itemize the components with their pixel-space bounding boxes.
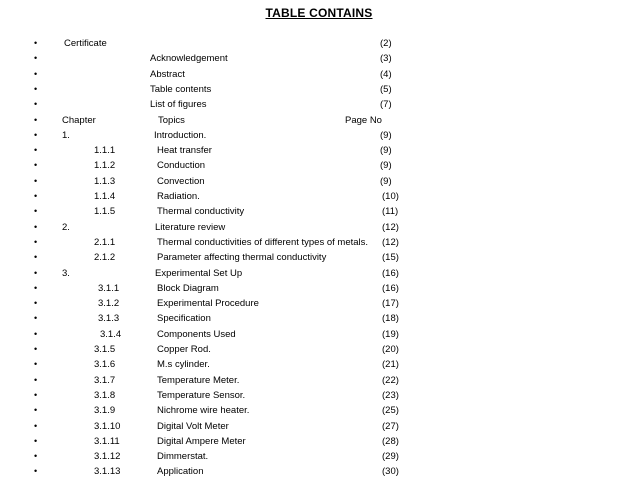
toc-number: 3.1.8 — [94, 389, 116, 401]
toc-number: 3.1.2 — [98, 298, 120, 310]
toc-topic: Experimental Procedure — [157, 298, 259, 310]
toc-chapter: 3. — [62, 267, 70, 279]
bullet-icon: • — [34, 129, 38, 140]
toc-page: (18) — [382, 313, 399, 325]
toc-row — [0, 220, 638, 235]
toc-number: 3.1.1 — [98, 282, 120, 294]
toc-chapter: 2. — [62, 221, 70, 233]
toc-row — [0, 174, 638, 189]
toc-topic: Acknowledgement — [150, 53, 228, 65]
toc-topic: Thermal conductivity — [157, 206, 245, 218]
toc-topic: Literature review — [155, 221, 226, 233]
toc-chapter: 1. — [62, 129, 70, 141]
toc-page: (22) — [382, 374, 399, 386]
toc-row — [0, 250, 638, 265]
toc-row — [0, 204, 638, 219]
bullet-icon: • — [34, 160, 38, 171]
bullet-icon: • — [34, 405, 38, 416]
toc-page: (28) — [382, 435, 399, 447]
toc-row — [0, 281, 638, 296]
toc-page: (9) — [380, 160, 392, 172]
toc-topic: Topics — [158, 114, 185, 126]
toc-row — [0, 113, 638, 128]
toc-number: 1.1.3 — [94, 175, 116, 187]
bullet-icon: • — [34, 145, 38, 156]
toc-number: 3.1.4 — [100, 328, 122, 340]
toc-row — [0, 97, 638, 112]
bullet-icon: • — [34, 359, 38, 370]
bullet-icon: • — [34, 206, 38, 217]
bullet-icon: • — [34, 53, 38, 64]
bullet-icon: • — [34, 83, 38, 94]
toc-row — [0, 128, 638, 143]
toc-number: 1.1.5 — [94, 206, 116, 218]
toc-topic: Components Used — [157, 328, 236, 340]
toc-page: (10) — [382, 191, 399, 202]
toc-topic: List of figures — [150, 99, 207, 111]
toc-row — [0, 342, 638, 357]
toc-row — [0, 296, 638, 311]
toc-topic: Block Diagram — [157, 282, 219, 294]
toc-topic: Convection — [157, 175, 205, 187]
toc-number: 3.1.10 — [94, 420, 121, 432]
toc-page: (9) — [380, 145, 392, 157]
bullet-icon: • — [34, 420, 38, 431]
toc-page: (16) — [382, 267, 399, 279]
toc-number: 1.1.1 — [94, 145, 116, 157]
bullet-icon: • — [34, 68, 38, 79]
toc-page: (15) — [382, 252, 399, 264]
toc-page: (11) — [382, 206, 399, 218]
toc-page: (21) — [382, 359, 399, 371]
bullet-icon: • — [34, 191, 38, 201]
toc-page: (23) — [382, 389, 399, 401]
toc-page: (27) — [382, 420, 399, 432]
toc-page: (16) — [382, 282, 399, 294]
toc-page: (2) — [380, 38, 392, 49]
bullet-icon: • — [34, 282, 38, 293]
toc-chapter: Certificate — [64, 38, 107, 49]
toc-number: 2.1.2 — [94, 252, 116, 264]
toc-number: 3.1.11 — [94, 435, 120, 447]
toc-topic: Conduction — [157, 160, 206, 172]
toc-row — [0, 403, 638, 418]
bullet-icon: • — [34, 389, 38, 400]
toc-topic: Digital Volt Meter — [157, 420, 229, 432]
toc-topic: Copper Rod. — [157, 344, 211, 355]
toc-row — [0, 51, 638, 66]
toc-number: 3.1.5 — [94, 344, 116, 355]
toc-row — [0, 158, 638, 173]
bullet-icon: • — [34, 298, 38, 309]
toc-page: (19) — [382, 328, 399, 340]
toc-row — [0, 373, 638, 388]
toc-topic: Experimental Set Up — [155, 267, 243, 279]
toc-number: 3.1.12 — [94, 451, 121, 463]
toc-topic: Specification — [157, 313, 211, 325]
page-title: TABLE CONTAINS — [265, 6, 373, 20]
toc-row — [0, 266, 638, 281]
toc-topic: Temperature Sensor. — [157, 389, 246, 401]
toc-topic: Temperature Meter. — [157, 374, 240, 386]
toc-number: 3.1.9 — [94, 405, 116, 417]
toc-row — [0, 36, 638, 51]
bullet-icon: • — [34, 466, 38, 477]
toc-page: (5) — [380, 83, 392, 95]
toc-topic: Introduction. — [154, 129, 207, 141]
bullet-icon: • — [34, 267, 38, 278]
toc-row — [0, 311, 638, 326]
bullet-icon: • — [34, 313, 38, 324]
bullet-icon: • — [34, 221, 38, 232]
toc-page: (30) — [382, 466, 399, 478]
toc-number: 3.1.7 — [94, 374, 116, 386]
toc-row — [0, 327, 638, 342]
bullet-icon: • — [34, 252, 38, 263]
toc-row — [0, 143, 638, 158]
toc-topic: M.s cylinder. — [157, 359, 210, 371]
toc-topic: Table contents — [150, 83, 212, 95]
toc-topic: Parameter affecting thermal conductivity — [157, 252, 327, 264]
toc-number: 3.1.3 — [98, 313, 120, 325]
bullet-icon: • — [34, 99, 38, 110]
toc-page: (12) — [382, 221, 399, 233]
toc-page: (17) — [382, 298, 399, 310]
bullet-icon: • — [34, 114, 38, 125]
bullet-icon: • — [34, 236, 38, 247]
toc-topic: Abstract — [150, 68, 185, 80]
toc-chapter: Chapter — [62, 114, 96, 126]
toc-page: (20) — [382, 344, 399, 355]
toc-page: Page No — [345, 114, 382, 126]
toc-number: 1.1.4 — [94, 191, 116, 202]
toc-row — [0, 434, 638, 449]
toc-topic: Heat transfer — [157, 145, 212, 157]
toc-row — [0, 189, 638, 204]
toc-number: 2.1.1 — [94, 236, 116, 248]
toc-page: (3) — [380, 53, 392, 65]
toc-page: (7) — [380, 99, 392, 111]
toc-number: 3.1.13 — [94, 466, 121, 478]
toc-row — [0, 388, 638, 403]
toc-row — [0, 357, 638, 372]
toc-page: (29) — [382, 451, 399, 463]
bullet-icon: • — [34, 175, 38, 186]
toc-row — [0, 82, 638, 97]
toc-row — [0, 464, 638, 479]
bullet-icon: • — [34, 435, 38, 446]
toc-page: (9) — [380, 129, 392, 141]
toc-topic: Dimmerstat. — [157, 451, 209, 463]
toc-number: 1.1.2 — [94, 160, 116, 172]
toc-topic: Thermal conductivities of different types of metals. — [157, 236, 369, 248]
toc-topic: Digital Ampere Meter — [157, 435, 246, 447]
bullet-icon: • — [34, 374, 38, 385]
bullet-icon: • — [34, 344, 38, 354]
bullet-icon: • — [34, 328, 38, 339]
bullet-icon: • — [34, 38, 38, 48]
toc-page: (4) — [380, 68, 392, 80]
toc-topic: Nichrome wire heater. — [157, 405, 250, 417]
toc-row — [0, 419, 638, 434]
toc-number: 3.1.6 — [94, 359, 116, 371]
bullet-icon: • — [34, 451, 38, 462]
toc-page: (12) — [382, 236, 399, 248]
toc-page: (25) — [382, 405, 399, 417]
toc-row — [0, 67, 638, 82]
toc-topic: Radiation. — [157, 191, 200, 202]
toc-row — [0, 235, 638, 250]
toc-topic: Application — [157, 466, 204, 478]
toc-page: (9) — [380, 175, 392, 187]
toc-row — [0, 449, 638, 464]
